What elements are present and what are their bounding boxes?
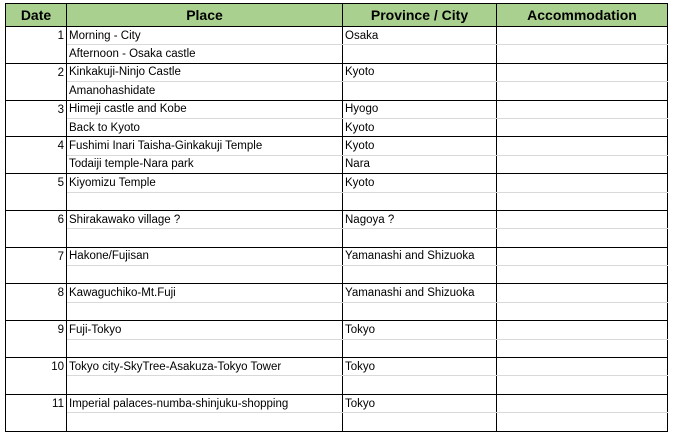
accommodation-cell[interactable] [497, 247, 668, 265]
place-cell[interactable] [67, 339, 343, 357]
accommodation-cell[interactable] [497, 100, 668, 118]
place-cell[interactable] [67, 192, 343, 210]
accommodation-cell[interactable] [497, 137, 668, 155]
place-cell[interactable]: Kawaguchiko-Mt.Fuji [67, 284, 343, 302]
province-cell[interactable]: Tokyo [343, 358, 497, 376]
province-cell[interactable]: Tokyo [343, 394, 497, 412]
date-cell[interactable] [6, 118, 67, 136]
province-cell[interactable]: Kyoto [343, 137, 497, 155]
accommodation-cell[interactable] [497, 358, 668, 376]
accommodation-cell[interactable] [497, 339, 668, 357]
table-row [6, 118, 668, 136]
date-cell[interactable]: 3 [6, 100, 67, 118]
province-cell[interactable] [343, 302, 497, 320]
accommodation-cell[interactable] [497, 27, 668, 45]
table-row [6, 376, 668, 394]
province-cell[interactable]: Kyoto [343, 63, 497, 81]
province-cell[interactable]: Nara [343, 155, 497, 173]
table-row [6, 100, 668, 118]
date-cell[interactable] [6, 229, 67, 247]
place-cell[interactable]: Fushimi Inari Taisha-Ginkakuji Temple [67, 137, 343, 155]
accommodation-cell[interactable] [497, 266, 668, 284]
accommodation-cell[interactable] [497, 118, 668, 136]
date-cell[interactable] [6, 302, 67, 320]
table-row [6, 174, 668, 192]
date-cell[interactable]: 11 [6, 394, 67, 412]
place-cell[interactable]: Hakone/Fujisan [67, 247, 343, 265]
place-cell[interactable]: Todaiji temple-Nara park [67, 155, 343, 173]
table-row [6, 137, 668, 155]
table-row [6, 210, 668, 228]
accommodation-cell[interactable] [497, 302, 668, 320]
date-cell[interactable] [6, 155, 67, 173]
accommodation-cell[interactable] [497, 210, 668, 228]
accommodation-cell[interactable] [497, 45, 668, 63]
province-cell[interactable] [343, 229, 497, 247]
header-date[interactable]: Date [6, 4, 67, 27]
header-row [6, 4, 668, 27]
place-cell[interactable] [67, 266, 343, 284]
table-row [6, 229, 668, 247]
table-row [6, 27, 668, 45]
place-cell[interactable] [67, 413, 343, 431]
table-row [6, 339, 668, 357]
place-cell[interactable]: Back to Kyoto [67, 118, 343, 136]
place-cell[interactable]: Imperial palaces-numba-shinjuku-shopping [67, 394, 343, 412]
place-cell[interactable] [67, 376, 343, 394]
province-cell[interactable]: Osaka [343, 27, 497, 45]
province-cell[interactable]: Kyoto [343, 118, 497, 136]
province-cell[interactable] [343, 82, 497, 100]
place-cell[interactable]: Tokyo city-SkyTree-Asakuza-Tokyo Tower [67, 358, 343, 376]
accommodation-cell[interactable] [497, 394, 668, 412]
accommodation-cell[interactable] [497, 63, 668, 81]
province-cell[interactable]: Yamanashi and Shizuoka [343, 247, 497, 265]
date-cell[interactable]: 6 [6, 210, 67, 228]
date-cell[interactable]: 1 [6, 27, 67, 45]
date-cell[interactable] [6, 192, 67, 210]
place-cell[interactable]: Afternoon - Osaka castle [67, 45, 343, 63]
date-cell[interactable] [6, 413, 67, 431]
place-cell[interactable] [67, 229, 343, 247]
date-cell[interactable] [6, 45, 67, 63]
accommodation-cell[interactable] [497, 376, 668, 394]
table-row [6, 413, 668, 431]
date-cell[interactable]: 9 [6, 321, 67, 339]
table-row [6, 321, 668, 339]
table-row [6, 82, 668, 100]
accommodation-cell[interactable] [497, 155, 668, 173]
place-cell[interactable]: Kinkakuji-Ninjo Castle [67, 63, 343, 81]
place-cell[interactable]: Kiyomizu Temple [67, 174, 343, 192]
table-row [6, 192, 668, 210]
accommodation-cell[interactable] [497, 229, 668, 247]
header-place[interactable]: Place [67, 4, 343, 27]
place-cell[interactable]: Himeji castle and Kobe [67, 100, 343, 118]
itinerary-table [5, 3, 668, 432]
date-cell[interactable]: 5 [6, 174, 67, 192]
province-cell[interactable]: Tokyo [343, 321, 497, 339]
date-cell[interactable]: 4 [6, 137, 67, 155]
itinerary-body [6, 27, 668, 432]
accommodation-cell[interactable] [497, 413, 668, 431]
table-row [6, 63, 668, 81]
province-cell[interactable]: Yamanashi and Shizuoka [343, 284, 497, 302]
table-row [6, 45, 668, 63]
header-province[interactable]: Province / City [343, 4, 497, 27]
province-cell[interactable] [343, 376, 497, 394]
date-cell[interactable] [6, 266, 67, 284]
accommodation-cell[interactable] [497, 192, 668, 210]
table-row [6, 394, 668, 412]
table-row [6, 266, 668, 284]
table-row [6, 284, 668, 302]
province-cell[interactable]: Hyogo [343, 100, 497, 118]
place-cell[interactable]: Morning - City [67, 27, 343, 45]
date-cell[interactable] [6, 376, 67, 394]
province-cell[interactable] [343, 45, 497, 63]
place-cell[interactable] [67, 302, 343, 320]
place-cell[interactable]: Amanohashidate [67, 82, 343, 100]
table-row [6, 302, 668, 320]
province-cell[interactable] [343, 266, 497, 284]
province-cell[interactable] [343, 192, 497, 210]
province-cell[interactable]: Kyoto [343, 174, 497, 192]
accommodation-cell[interactable] [497, 82, 668, 100]
date-cell[interactable] [6, 339, 67, 357]
table-row [6, 247, 668, 265]
place-cell[interactable]: Fuji-Tokyo [67, 321, 343, 339]
date-cell[interactable]: 8 [6, 284, 67, 302]
header-accommodation[interactable]: Accommodation [497, 4, 668, 27]
province-cell[interactable] [343, 339, 497, 357]
date-cell[interactable]: 2 [6, 63, 67, 81]
table-row [6, 155, 668, 173]
date-cell[interactable] [6, 82, 67, 100]
accommodation-cell[interactable] [497, 284, 668, 302]
date-cell[interactable]: 7 [6, 247, 67, 265]
place-cell[interactable]: Shirakawako village ? [67, 210, 343, 228]
table-row [6, 358, 668, 376]
accommodation-cell[interactable] [497, 321, 668, 339]
accommodation-cell[interactable] [497, 174, 668, 192]
province-cell[interactable] [343, 413, 497, 431]
province-cell[interactable]: Nagoya ? [343, 210, 497, 228]
date-cell[interactable]: 10 [6, 358, 67, 376]
